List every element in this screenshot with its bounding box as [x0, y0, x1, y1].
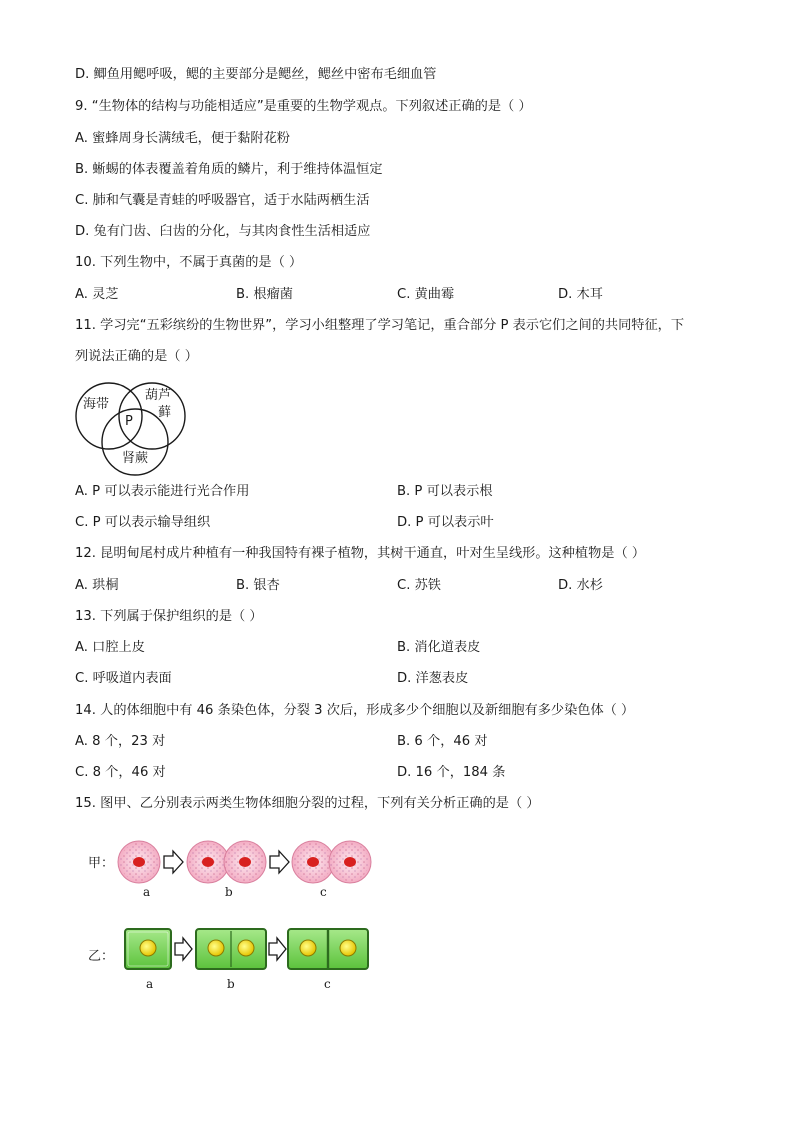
q10-option-c: C. 黄曲霉 [397, 287, 455, 302]
q8-option-d: D. 鲫鱼用鳃呼吸，鳃的主要部分是鳃丝，鳃丝中密布毛细血管 [75, 67, 437, 82]
stage-label-c: c [324, 977, 331, 991]
q9-option-b: B. 蜥蜴的体表覆盖着角质的鳞片，利于维持体温恒定 [75, 162, 383, 177]
cell-division-figure [80, 830, 380, 1000]
q12-option-c: C. 苏铁 [397, 578, 441, 593]
q11-option-c: C. P 可以表示输导组织 [75, 515, 211, 530]
q9-option-c: C. 肺和气囊是青蛙的呼吸器官，适于水陆两栖生活 [75, 193, 370, 208]
venn-label-shenjue: 肾蕨 [122, 451, 149, 466]
q12-stem: 12. 昆明甸尾村成片种植有一种我国特有裸子植物，其树干通直，叶对生呈线形。这种植物是（ ） [75, 546, 646, 561]
q9-option-d: D. 兔有门齿、臼齿的分化，与其肉食性生活相适应 [75, 224, 371, 239]
q10-stem: 10. 下列生物中，不属于真菌的是（ ） [75, 255, 303, 270]
q15-stem: 15. 图甲、乙分别表示两类生物体细胞分裂的过程，下列有关分析正确的是（ ） [75, 796, 540, 811]
q11-option-b: B. P 可以表示根 [397, 484, 493, 499]
q11-stem-line2: 列说法正确的是（ ） [75, 349, 198, 364]
q13-option-b: B. 消化道表皮 [397, 640, 481, 655]
stage-label-b: b [227, 977, 235, 991]
q12-option-d: D. 水杉 [558, 578, 603, 593]
nucleus [340, 940, 356, 956]
q14-stem: 14. 人的体细胞中有 46 条染色体，分裂 3 次后，形成多少个细胞以及新细胞有多少染色体（ ） [75, 703, 635, 718]
arrow-right-icon [270, 851, 289, 873]
animal-cell-a [118, 841, 160, 883]
q11-stem-line1: 11. 学习完“五彩缤纷的生物世界”，学习小组整理了学习笔记，重合部分 P 表示它们之间的共同特征，下 [75, 318, 685, 333]
stage-label-b: b [225, 885, 233, 899]
nucleus [202, 857, 214, 867]
plant-cell-c [288, 929, 368, 969]
nucleus [208, 940, 224, 956]
q10-option-a: A. 灵芝 [75, 287, 119, 302]
q9-option-a: A. 蜜蜂周身长满绒毛，便于黏附花粉 [75, 131, 290, 146]
nucleus [140, 940, 156, 956]
venn-label-xian: 藓 [158, 405, 172, 420]
q13-option-d: D. 洋葱表皮 [397, 671, 469, 686]
stage-label-a: a [143, 885, 151, 899]
arrow-right-icon [175, 938, 192, 960]
row-yi-label: 乙： [88, 949, 115, 964]
nucleus [239, 857, 251, 867]
arrow-right-icon [164, 851, 183, 873]
stage-label-c: c [320, 885, 327, 899]
q11-option-a: A. P 可以表示能进行光合作用 [75, 484, 250, 499]
q14-option-d: D. 16 个，184 条 [397, 765, 506, 780]
q12-option-b: B. 银杏 [236, 578, 280, 593]
q11-option-d: D. P 可以表示叶 [397, 515, 494, 530]
animal-cell-b [187, 841, 266, 883]
nucleus [238, 940, 254, 956]
stage-label-a: a [146, 977, 154, 991]
venn-label-hulu: 葫芦 [145, 388, 172, 403]
arrow-right-icon [269, 938, 286, 960]
nucleus [307, 857, 319, 867]
q9-stem: 9. “生物体的结构与功能相适应”是重要的生物学观点。下列叙述正确的是（ ） [75, 99, 532, 114]
q10-option-b: B. 根瘤菌 [236, 287, 293, 302]
nucleus [300, 940, 316, 956]
q10-option-d: D. 木耳 [558, 287, 603, 302]
q14-option-a: A. 8 个，23 对 [75, 734, 166, 749]
row-jia-label: 甲： [88, 856, 115, 871]
q13-option-a: A. 口腔上皮 [75, 640, 145, 655]
plant-cell-b [196, 929, 266, 969]
q13-option-c: C. 呼吸道内表面 [75, 671, 172, 686]
plant-cell-a [125, 929, 171, 969]
venn-diagram [70, 376, 200, 476]
q14-option-b: B. 6 个，46 对 [397, 734, 488, 749]
venn-label-p: P [125, 414, 133, 429]
nucleus [133, 857, 145, 867]
q14-option-c: C. 8 个，46 对 [75, 765, 166, 780]
q13-stem: 13. 下列属于保护组织的是（ ） [75, 609, 263, 624]
venn-label-haidai: 海带 [83, 397, 110, 412]
q12-option-a: A. 珙桐 [75, 578, 119, 593]
animal-cell-c [292, 841, 371, 883]
nucleus [344, 857, 356, 867]
